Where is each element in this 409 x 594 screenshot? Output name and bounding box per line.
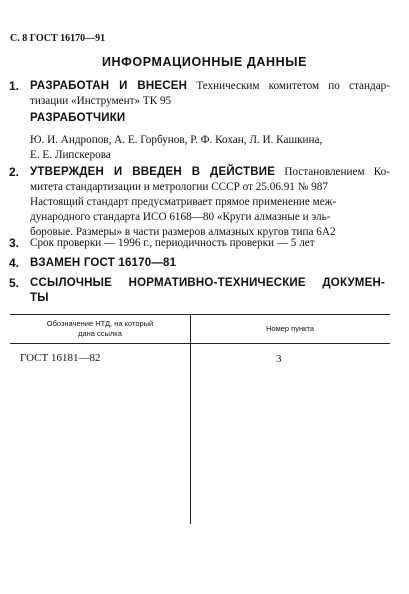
developers-list	[30, 133, 390, 163]
developers-line2: Е. Е. Липскерова	[30, 149, 111, 161]
page-title: ИНФОРМАЦИОННЫЕ ДАННЫЕ	[101, 55, 308, 69]
table-header-item: Номер пункта	[265, 324, 314, 333]
section-1-line1-text: Техническим комитетом по стандар-	[187, 80, 390, 92]
section-4	[30, 256, 390, 271]
section-2-heading: УТВЕРЖДЕН И ВВЕДЕН В ДЕЙСТВИЕ	[30, 166, 276, 178]
section-3	[30, 236, 390, 251]
section-3-number: 3.	[9, 236, 20, 250]
table-cell-item: 3	[276, 353, 282, 365]
table-column-divider	[190, 314, 191, 524]
section-4-text: ВЗАМЕН ГОСТ 16170—81	[30, 257, 177, 269]
developers-heading: РАЗРАБОТЧИКИ	[30, 112, 126, 124]
developers-line1: Ю. И. Андропов, А. Е. Горбунов, Р. Ф. Кохан, Л. И. Кашкина,	[30, 134, 323, 146]
section-5-number: 5.	[9, 276, 20, 290]
section-2-line3: Настоящий стандарт предусматривает прямое применение меж-	[30, 196, 337, 208]
table-header-border	[10, 343, 390, 344]
section-4-number: 4.	[9, 256, 20, 270]
section-5-line1: ССЫЛОЧНЫЕ НОРМАТИВНО-ТЕХНИЧЕСКИЕ ДОКУМЕН-	[30, 277, 385, 289]
developers-block	[30, 111, 390, 126]
page-header-code: С. 8 ГОСТ 16170—91	[10, 33, 106, 44]
table-header-doc: Обозначение НТД, на который дана ссылка	[46, 319, 154, 338]
section-2-line1-text: Постановлением Ко-	[275, 166, 390, 178]
section-5	[30, 276, 385, 306]
section-2	[30, 165, 390, 240]
section-1-line2: тизации «Инструмент» ТК 95	[30, 95, 172, 107]
section-2-line4: дународного стандарта ИСО 6168—80 «Круги алмазные и эль-	[30, 211, 331, 223]
section-1	[30, 79, 390, 109]
table-top-border	[10, 314, 390, 315]
section-1-number: 1.	[9, 79, 20, 93]
section-2-line5: боровые. Размеры» в части размеров алмазных кругов типа 6А2	[30, 226, 336, 238]
section-3-text: Срок проверки — 1996 г., периодичность проверки — 5 лет	[30, 237, 315, 249]
section-1-heading: РАЗРАБОТАН И ВНЕСЕН	[30, 80, 188, 92]
table-cell-doc: ГОСТ 16181—82	[20, 352, 101, 364]
section-5-line2: ТЫ	[30, 292, 49, 304]
section-2-number: 2.	[9, 165, 20, 179]
section-2-line2: митета стандартизации и метрологии СССР от 25.06.91 № 987	[30, 181, 328, 193]
